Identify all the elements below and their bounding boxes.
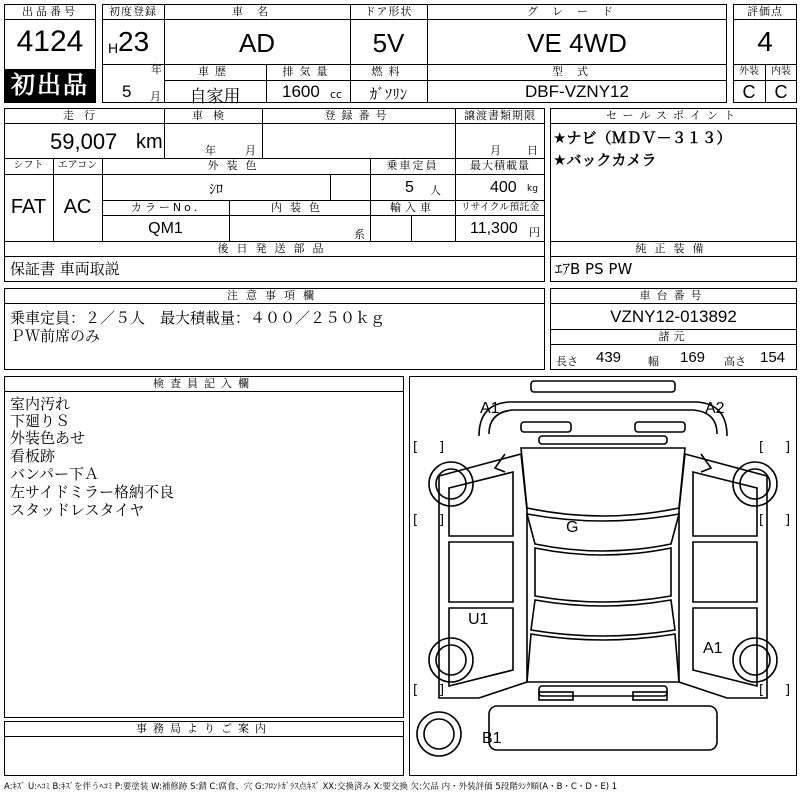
- transfer-month-unit: 月: [490, 144, 501, 157]
- door-label: ドア形状: [364, 5, 413, 18]
- equipment-label: 純正装備: [635, 242, 712, 255]
- later-parts-label: 後日発送部品: [217, 242, 332, 255]
- bracket-close: ]: [785, 683, 791, 698]
- later-parts: 保証書 車両取説: [10, 260, 120, 278]
- chassis-number: VZNY12-013892: [610, 307, 737, 326]
- bracket-open: [: [413, 440, 419, 455]
- exterior-label: 外装: [739, 66, 759, 77]
- bracket-close: ]: [785, 513, 791, 528]
- import-label: 輸入車: [390, 201, 435, 214]
- first-listing-text: 初出品: [11, 71, 89, 99]
- mileage-unit: km: [136, 131, 163, 153]
- notes-line-1: 乗車定員：２／５人 最大積載量：４００／２５０ｋｇ: [10, 309, 386, 327]
- chassis-label: 車台番号: [639, 289, 708, 302]
- color-no-label: カラーNo.: [130, 201, 201, 214]
- damage-mark-a1-front-left: A1: [480, 400, 500, 417]
- capacity-unit: 人: [430, 184, 441, 197]
- height: 154: [760, 349, 786, 366]
- fuel: ｶﾞｿﾘﾝ: [369, 85, 408, 103]
- inspector-line-4: 看板跡: [10, 447, 56, 465]
- load-label: 最大積載量: [470, 159, 530, 172]
- inspector-line-6: 左サイドミラー格納不良: [10, 483, 174, 501]
- score-label: 評価点: [747, 5, 783, 18]
- displacement: 1600: [282, 82, 320, 101]
- inspector-line-5: バンパー下Ａ: [10, 465, 99, 483]
- lot-number: 4124: [16, 25, 84, 58]
- load-unit: kg: [527, 184, 538, 194]
- notes-line-2: ＰＷ前席のみ: [10, 327, 101, 345]
- length-label: 長さ: [556, 355, 578, 368]
- length: 439: [596, 349, 622, 366]
- score: 4: [757, 26, 773, 57]
- reg-month: 5: [122, 82, 132, 101]
- sales-label: セールスポイント: [605, 109, 741, 122]
- bracket-open: [: [759, 683, 765, 698]
- history-label: 車歴: [198, 65, 232, 78]
- load: 400: [490, 179, 517, 196]
- bracket-open: [: [759, 513, 765, 528]
- damage-mark-u1-left-side: U1: [468, 611, 489, 628]
- damage-mark-b1-rear: B1: [482, 730, 502, 747]
- damage-mark-a2-front-right: A2: [705, 400, 725, 417]
- lot-label: 出品番号: [5, 5, 95, 20]
- recycle: 11,300: [470, 220, 518, 237]
- ac-label: エアコン: [57, 160, 98, 171]
- width-label: 幅: [648, 355, 659, 368]
- car-diagram: [409, 376, 797, 776]
- recycle-label: リサイクル預託金: [460, 202, 540, 213]
- dims-label: 諸元: [658, 330, 689, 343]
- reg-era: H: [108, 40, 119, 56]
- grade-label: グレード: [527, 5, 627, 18]
- color-no: QM1: [148, 220, 183, 237]
- capacity: 5: [405, 179, 414, 196]
- header-section: [4, 4, 797, 107]
- car-name: AD: [238, 28, 276, 58]
- capacity-label: 乗車定員: [386, 159, 439, 172]
- bracket-open: [: [413, 683, 419, 698]
- mileage-label: 走行: [63, 109, 105, 122]
- exterior-color: ｼﾛ: [209, 182, 223, 198]
- reg-year-unit: 年: [151, 63, 162, 76]
- door-type: 5V: [372, 28, 405, 58]
- height-label: 高さ: [724, 355, 746, 368]
- sales-line-1: ★ナビ（ＭＤＶ－３１３）: [553, 129, 732, 147]
- inspector-line-2: 下廻りＳ: [10, 412, 71, 430]
- transfer-day-unit: 日: [527, 144, 538, 157]
- bracket-close: ]: [785, 440, 791, 455]
- bracket-close: ]: [439, 683, 445, 698]
- recycle-unit: 円: [529, 226, 540, 239]
- shift-label: シフト: [13, 160, 44, 171]
- reg-label: 初度登録: [109, 5, 157, 18]
- bracket-open: [: [413, 513, 419, 528]
- lot-block: [4, 4, 96, 103]
- mileage: 59,007: [50, 129, 118, 154]
- width: 169: [680, 349, 706, 366]
- history: 自家用: [189, 87, 241, 107]
- inspector-line-3: 外装色あせ: [10, 429, 86, 447]
- office-label: 事務局よりご案内: [136, 722, 272, 735]
- transfer-label: 譲渡書類期限: [464, 109, 536, 122]
- inspector-line-7: スタッドレスタイヤ: [10, 501, 145, 519]
- color-label: 外装色: [207, 159, 265, 172]
- model: DBF-VZNY12: [525, 82, 629, 101]
- damage-mark-a1-rear-right: A1: [703, 640, 723, 657]
- damage-mark-g-windshield: G: [566, 519, 579, 536]
- shift: FAT: [10, 196, 47, 218]
- int-color-label: 内装色: [271, 201, 328, 214]
- equipment: ｴｱB PS PW: [555, 260, 633, 278]
- ac: AC: [63, 196, 92, 218]
- inspector-line-1: 室内汚れ: [10, 395, 71, 413]
- interior-label: 内装: [771, 66, 791, 77]
- sales-line-2: ★バックカメラ: [553, 151, 657, 169]
- reg-year: 23: [118, 26, 150, 57]
- fuel-label: 燃料: [371, 65, 406, 78]
- displacement-label: 排気量: [282, 65, 334, 78]
- interior-score: C: [774, 82, 788, 102]
- inspection-month-unit: 月: [245, 144, 256, 157]
- displacement-unit: cc: [330, 88, 343, 101]
- plate-label: 登録番号: [324, 109, 393, 122]
- inspection-year-unit: 年: [205, 144, 216, 157]
- legend: A:ｷｽﾞ U:ﾍｺﾐ B:ｷｽﾞを伴うﾍｺﾐ P:要塗装 W:補修跡 S:錆 C:腐食、穴 G:ﾌﾛﾝﾄｶﾞﾗｽ点ｷｽﾞ XX:交換済み X:要交換 欠:欠品 内・外装評価 5段階ﾗﾝｸ順(A・B・C・D・E) 1: [4, 782, 618, 792]
- exterior-score: C: [742, 82, 756, 102]
- notes-label: 注意事項欄: [227, 289, 322, 302]
- model-label: 型式: [552, 65, 602, 78]
- car-name-label: 車名: [232, 5, 282, 18]
- bracket-close: ]: [439, 513, 445, 528]
- bracket-open: [: [759, 440, 765, 455]
- reg-month-unit: 月: [150, 90, 161, 103]
- first-listing-badge: [5, 69, 95, 102]
- int-color-unit: 系: [354, 228, 365, 241]
- inspection-label: 車検: [192, 109, 234, 122]
- bracket-close: ]: [439, 440, 445, 455]
- inspector-label: 検査員記入欄: [153, 377, 255, 390]
- grade: VE 4WD: [527, 28, 627, 58]
